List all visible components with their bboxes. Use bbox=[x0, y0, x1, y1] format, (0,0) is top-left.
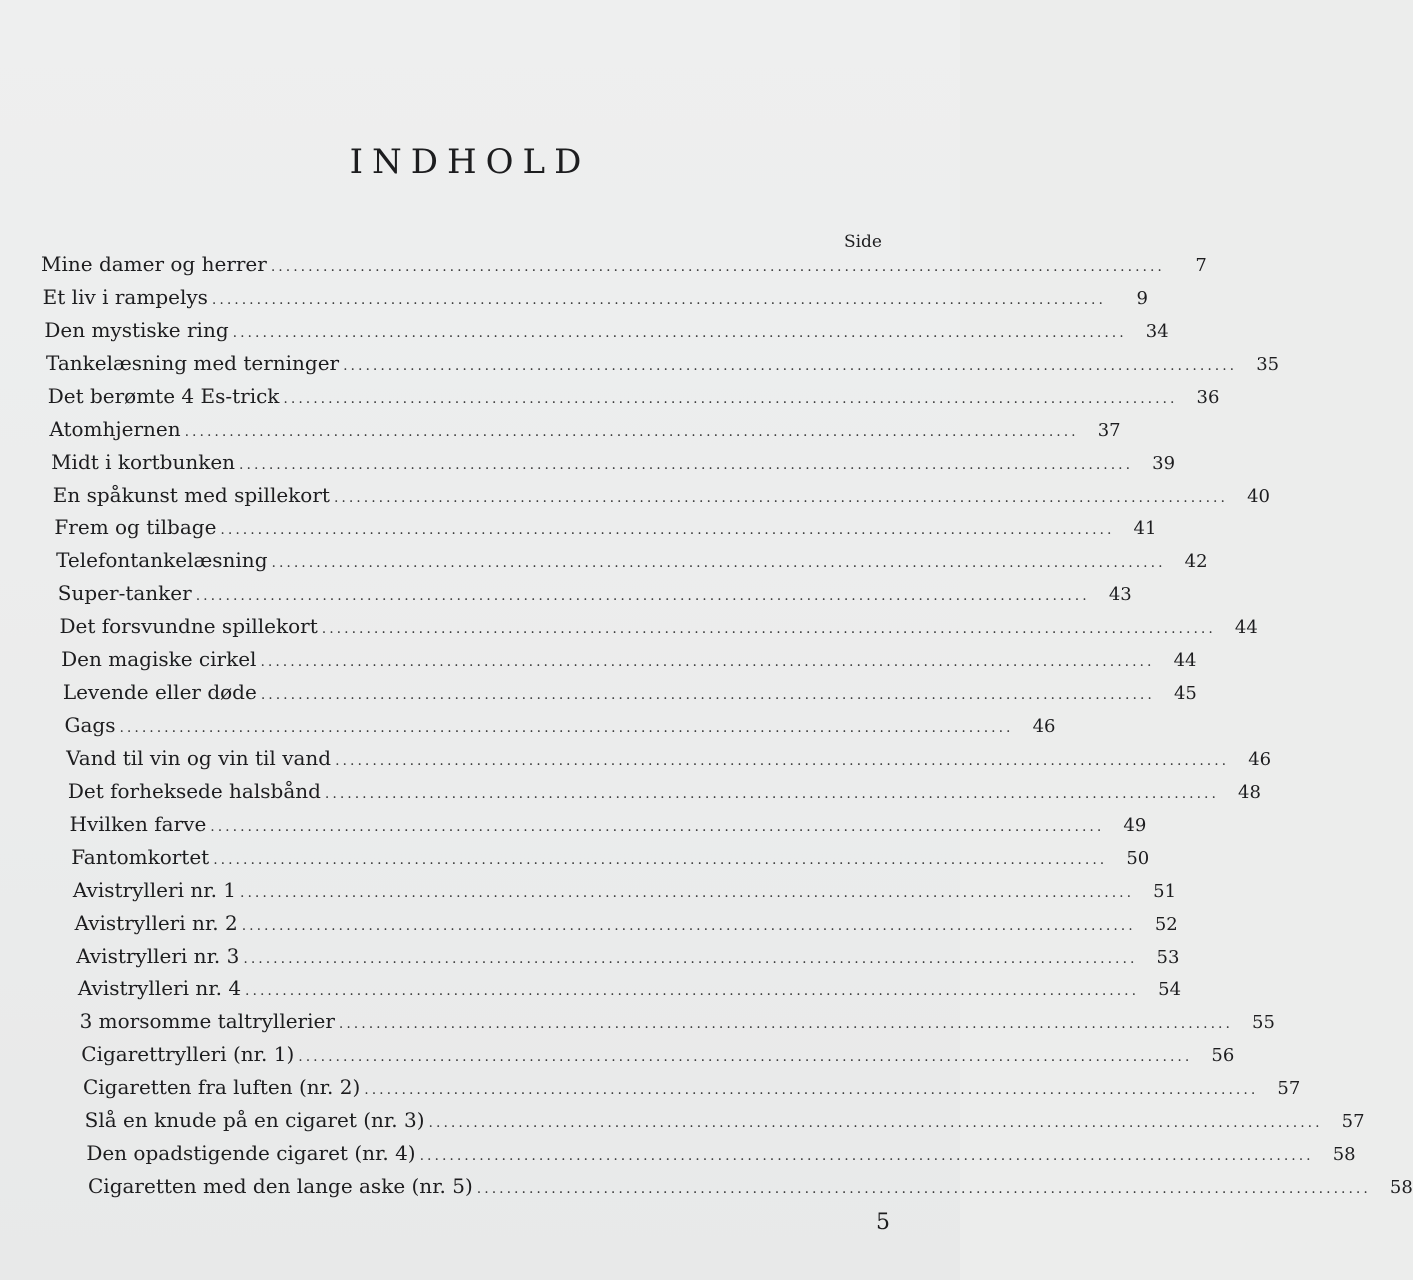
toc-leader-dots: ........................................................................................................................ bbox=[220, 522, 1115, 539]
toc-entry bbox=[46, 350, 1280, 381]
toc-entry bbox=[41, 252, 1207, 282]
toc-entry-title: Frem og tilbage bbox=[54, 515, 217, 540]
toc-leader-dots: ........................................................................................................................ bbox=[184, 423, 1079, 440]
toc-entry-page: 44 bbox=[1234, 617, 1258, 639]
toc-entry-page: 48 bbox=[1238, 781, 1261, 803]
toc-leader-dots: ........................................................................................................................ bbox=[243, 950, 1138, 967]
toc-entry-page: 46 bbox=[1032, 716, 1056, 737]
toc-entry bbox=[44, 317, 1169, 348]
toc-entry bbox=[61, 647, 1197, 677]
toc-leader-dots: ........................................................................................................................ bbox=[270, 259, 1165, 275]
toc-entry bbox=[66, 745, 1272, 776]
toc-entry bbox=[51, 449, 1176, 480]
toc-entry-page: 40 bbox=[1247, 485, 1270, 507]
toc-leader-dots: ........................................................................................................................ bbox=[271, 555, 1166, 572]
toc-entry-page: 57 bbox=[1341, 1111, 1365, 1133]
toc-leader-dots: ........................................................................................................................ bbox=[210, 818, 1105, 835]
toc-entry-title: Avistrylleri nr. 1 bbox=[72, 877, 237, 902]
toc-entry-title: Avistrylleri nr. 3 bbox=[76, 943, 240, 968]
toc-entry-page: 55 bbox=[1252, 1012, 1275, 1034]
toc-leader-dots: ........................................................................................................................ bbox=[283, 390, 1178, 407]
toc-entry bbox=[69, 811, 1147, 842]
toc-entry-page: 58 bbox=[1332, 1144, 1356, 1166]
toc-leader-dots: ........................................................................................................................ bbox=[364, 1082, 1259, 1099]
toc-entry bbox=[84, 1108, 1365, 1138]
toc-entry-page: 49 bbox=[1123, 814, 1147, 836]
toc-entry-page: 36 bbox=[1196, 386, 1220, 408]
toc-entry-title: Det berømte 4 Es-trick bbox=[47, 383, 280, 408]
toc-leader-dots: ........................................................................................................................ bbox=[232, 324, 1127, 341]
toc-entry-page: 44 bbox=[1173, 650, 1197, 672]
toc-entry bbox=[42, 284, 1148, 315]
toc-leader-dots: ........................................................................................................................ bbox=[333, 489, 1228, 506]
toc-entry-page: 9 bbox=[1136, 287, 1148, 309]
toc-entry bbox=[56, 548, 1208, 578]
toc-entry bbox=[88, 1174, 1413, 1204]
toc-entry-page: 43 bbox=[1108, 584, 1132, 606]
toc-leader-dots: ........................................................................................................................ bbox=[335, 752, 1230, 769]
toc-entry bbox=[82, 1075, 1301, 1105]
toc-entry-title: Slå en knude på en cigaret (nr. 3) bbox=[84, 1108, 425, 1133]
toc-entry-page: 35 bbox=[1256, 353, 1280, 375]
toc-entry-title: Cigarettrylleri (nr. 1) bbox=[81, 1042, 295, 1067]
toc-entry-title: Super-tanker bbox=[57, 581, 192, 606]
toc-entry-page: 37 bbox=[1097, 419, 1121, 441]
toc-leader-dots: ........................................................................................................................ bbox=[260, 687, 1155, 704]
toc-entry bbox=[47, 383, 1220, 414]
toc-entry-title: Levende eller døde bbox=[62, 680, 257, 705]
toc-leader-dots: ........................................................................................................................ bbox=[245, 983, 1140, 1000]
toc-entry-page: 46 bbox=[1248, 748, 1272, 770]
toc-leader-dots: ........................................................................................................................ bbox=[476, 1181, 1371, 1197]
toc-entry-page: 51 bbox=[1153, 880, 1177, 902]
toc-entry-title: Den magiske cirkel bbox=[61, 647, 257, 672]
toc-leader-dots: ........................................................................................................................ bbox=[239, 456, 1134, 473]
toc-entry-title: Cigaretten med den lange aske (nr. 5) bbox=[88, 1174, 473, 1198]
toc-leader-dots: ........................................................................................................................ bbox=[213, 851, 1108, 868]
toc-entry-page: 58 bbox=[1389, 1177, 1413, 1198]
toc-entry bbox=[79, 1009, 1275, 1039]
toc-entry bbox=[74, 910, 1178, 941]
toc-leader-dots: ........................................................................................................................ bbox=[119, 720, 1014, 736]
toc-entry bbox=[54, 515, 1157, 545]
toc-entry-title: Midt i kortbunken bbox=[51, 449, 236, 474]
toc-leader-dots: ........................................................................................................................ bbox=[211, 291, 1106, 308]
toc-entry bbox=[67, 778, 1261, 809]
toc-entry-title: Avistrylleri nr. 2 bbox=[74, 910, 238, 935]
toc-leader-dots: ........................................................................................................................ bbox=[241, 917, 1136, 934]
page-title: INDHOLD bbox=[349, 142, 591, 182]
toc-entry-title: Atomhjernen bbox=[49, 416, 181, 441]
toc-entry bbox=[49, 416, 1121, 447]
toc-entry-title: Gags bbox=[64, 713, 116, 737]
toc-entry bbox=[64, 713, 1056, 743]
toc-leader-dots: ........................................................................................................................ bbox=[298, 1049, 1193, 1066]
toc-leader-dots: ........................................................................................................................ bbox=[338, 1016, 1233, 1033]
toc-entry-page: 56 bbox=[1211, 1045, 1235, 1067]
toc-entry bbox=[71, 844, 1150, 875]
toc-entry-page: 45 bbox=[1173, 683, 1197, 705]
toc-entry-title: Tankelæsning med terninger bbox=[46, 350, 340, 375]
toc-leader-dots: ........................................................................................................................ bbox=[260, 654, 1155, 671]
toc-entry bbox=[76, 943, 1180, 974]
toc-leader-dots: ........................................................................................................................ bbox=[240, 884, 1135, 901]
toc-leader-dots: ........................................................................................................................ bbox=[324, 785, 1219, 802]
toc-entry-page: 42 bbox=[1184, 551, 1208, 573]
toc-entry-page: 39 bbox=[1152, 452, 1176, 474]
toc-entry-title: Den mystiske ring bbox=[44, 317, 229, 342]
toc-entry-page: 52 bbox=[1154, 913, 1178, 935]
toc-entry bbox=[52, 482, 1270, 513]
toc-entry-title: Telefontankelæsning bbox=[56, 548, 268, 573]
toc-entry-page: 53 bbox=[1156, 946, 1180, 968]
toc-entry bbox=[81, 1042, 1235, 1072]
toc-entry-page: 50 bbox=[1126, 847, 1150, 869]
toc-entry-page: 41 bbox=[1133, 518, 1157, 540]
toc-entry-title: Hvilken farve bbox=[69, 811, 207, 836]
toc-entry bbox=[72, 877, 1177, 908]
toc-entry-title: Fantomkortet bbox=[71, 844, 210, 869]
toc-entry-page: 34 bbox=[1145, 320, 1169, 342]
toc-entry-title: Avistrylleri nr. 4 bbox=[77, 976, 242, 1001]
toc-entry bbox=[59, 614, 1258, 644]
toc-leader-dots: ........................................................................................................................ bbox=[419, 1148, 1314, 1165]
toc-entry bbox=[77, 976, 1182, 1006]
toc-entry bbox=[86, 1141, 1356, 1171]
side-column-label: Side bbox=[843, 232, 882, 252]
toc-leader-dots: ........................................................................................................................ bbox=[428, 1115, 1323, 1132]
toc-leader-dots: ........................................................................................................................ bbox=[321, 621, 1216, 638]
toc-entry-page: 7 bbox=[1195, 255, 1207, 276]
toc-entry bbox=[57, 581, 1132, 611]
toc-entry-title: Vand til vin og vin til vand bbox=[66, 745, 332, 770]
toc-entry-title: 3 morsomme taltryllerier bbox=[79, 1009, 335, 1034]
toc-entry-title: En spåkunst med spillekort bbox=[52, 482, 330, 507]
page-number: 5 bbox=[876, 1210, 890, 1235]
toc-leader-dots: ........................................................................................................................ bbox=[343, 357, 1238, 374]
toc-entry-title: Mine damer og herrer bbox=[41, 252, 267, 276]
toc-entry-page: 54 bbox=[1158, 979, 1182, 1001]
toc-entry-title: Cigaretten fra luften (nr. 2) bbox=[82, 1075, 361, 1100]
toc-entry-title: Et liv i rampelys bbox=[42, 284, 208, 309]
toc-entry-page: 57 bbox=[1277, 1078, 1301, 1100]
toc-leader-dots: ........................................................................................................................ bbox=[195, 588, 1090, 605]
toc-entry-title: Det forsvundne spillekort bbox=[59, 614, 318, 639]
toc-entry-title: Den opadstigende cigaret (nr. 4) bbox=[86, 1141, 416, 1166]
toc-entry bbox=[62, 680, 1197, 710]
toc-entry-title: Det forheksede halsbånd bbox=[67, 778, 321, 803]
